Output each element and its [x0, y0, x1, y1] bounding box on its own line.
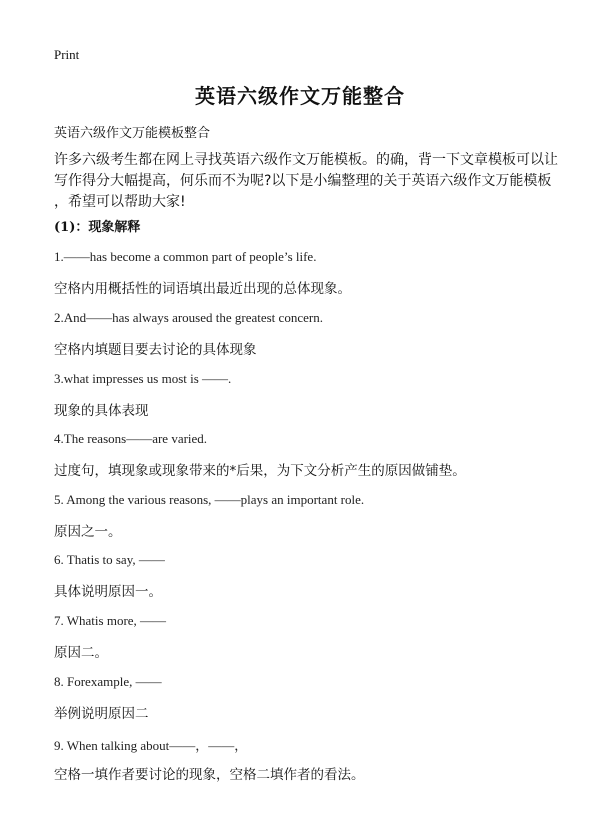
intro-line: 许多六级考生都在网上寻找英语六级作文万能模板。的确，背一下文章模板可以让	[54, 152, 558, 168]
template-sentence: 1.——has become a common part of people’s life.	[54, 249, 317, 264]
section-heading: (1)：现象解释	[54, 220, 141, 235]
template-sentence: 5. Among the various reasons, ——plays an important role.	[54, 492, 365, 507]
template-sentence: 9. When talking about——，——，	[54, 738, 248, 753]
page-title: 英语六级作文万能整合	[195, 84, 405, 108]
template-explanation: 空格一填作者要讨论的现象，空格二填作者的看法。	[54, 767, 365, 783]
template-sentence: 6. Thatis to say, ——	[54, 552, 165, 567]
template-explanation: 空格内填题目要去讨论的具体现象	[54, 342, 257, 358]
template-explanation: 空格内用概括性的词语填出最近出现的总体现象。	[54, 281, 351, 297]
template-explanation: 原因二。	[54, 645, 108, 661]
template-sentence: 4.The reasons——are varied.	[54, 431, 208, 446]
template-explanation: 过度句，填现象或现象带来的*后果，为下文分析产生的原因做铺垫。	[54, 463, 466, 479]
template-sentence: 3.what impresses us most is ——.	[54, 371, 232, 386]
template-explanation: 原因之一。	[54, 524, 122, 540]
template-sentence: 7. Whatis more, ——	[54, 613, 167, 628]
page-subtitle: 英语六级作文万能模板整合	[54, 126, 211, 141]
print-link[interactable]: Print	[54, 47, 80, 62]
intro-paragraph	[54, 150, 558, 213]
template-sentence: 2.And——has always aroused the greatest concern.	[54, 310, 323, 325]
intro-line: ，希望可以帮助大家!	[54, 194, 186, 210]
template-sentence: 8. Forexample, ——	[54, 674, 162, 689]
template-explanation: 现象的具体表现	[54, 403, 149, 419]
intro-line: 写作得分大幅提高，何乐而不为呢?以下是小编整理的关于英语六级作文万能模板	[54, 173, 552, 189]
template-explanation: 具体说明原因一。	[54, 584, 162, 600]
template-explanation: 举例说明原因二	[54, 706, 149, 722]
